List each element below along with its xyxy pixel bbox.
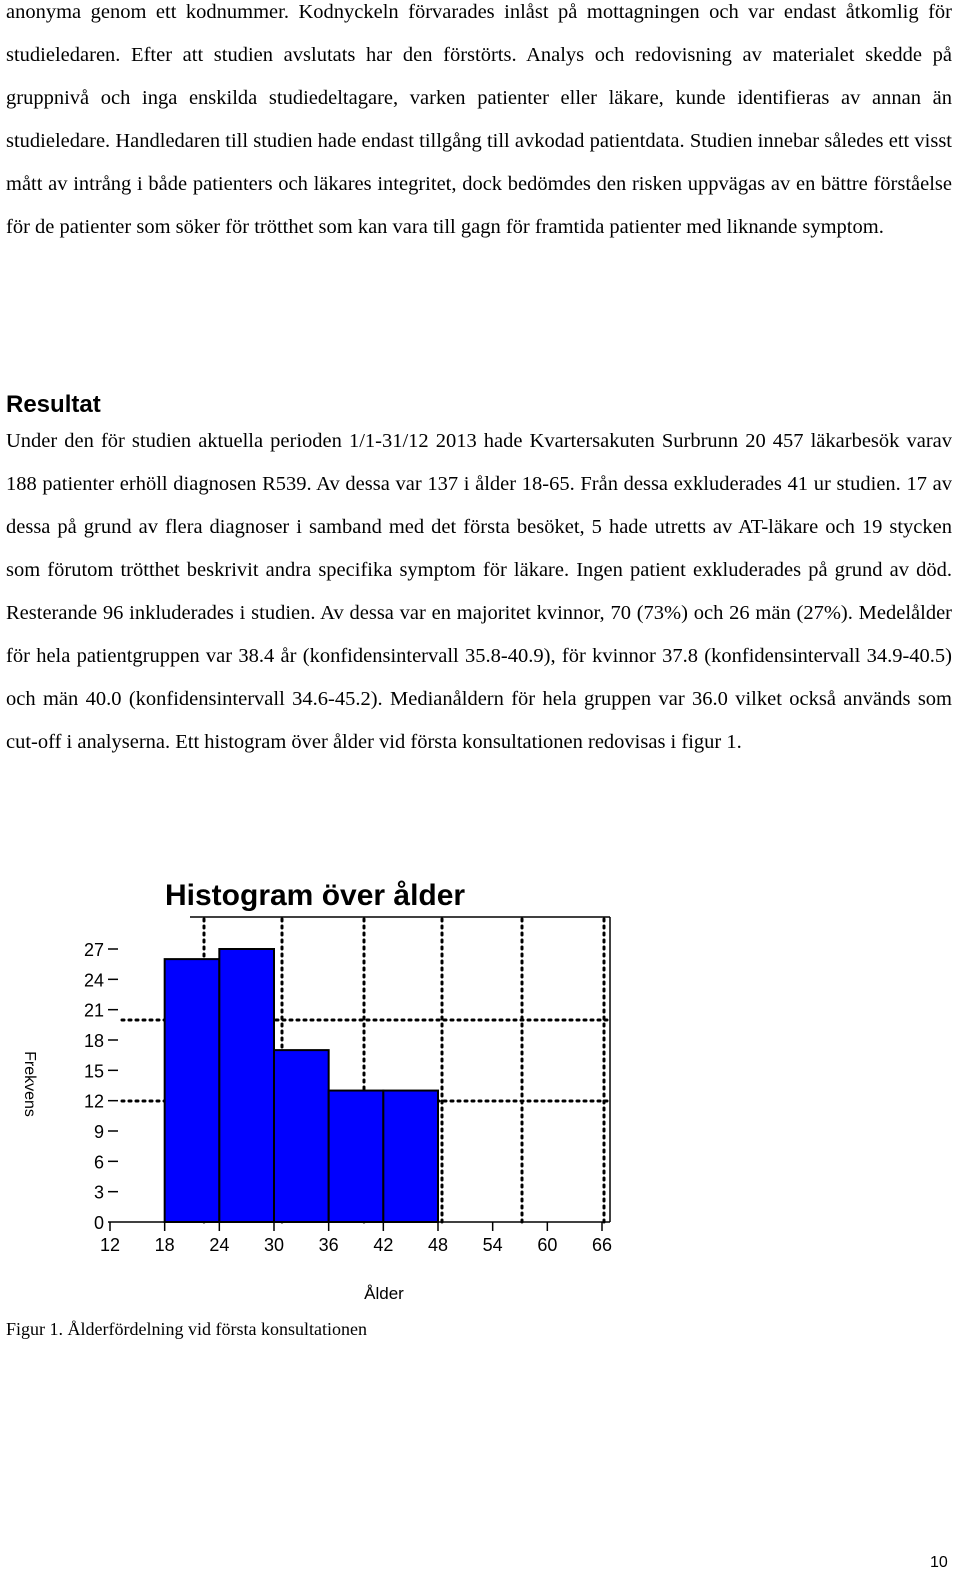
x-tick-label: 30 (263, 1235, 285, 1255)
y-tick-label: 9 (93, 1122, 104, 1142)
x-axis-ticks (100, 1222, 612, 1255)
y-tick-label: 6 (93, 1152, 104, 1173)
body-paragraph-ethics: anonyma genom ett kodnummer. Kodnyckeln förvarades inlåst på mottagningen och var endast åtkomlig för studieledaren. Efter att studien avslutats har den förstörts. Analys och redovisning av materialet skedde på gruppnivå och inga enskilda studiedeltagare, varken patienter eller läkare, kunde identifieras av annan än studieledare. Handledaren till studien hade endast tillgång till avkodad patientdata. Studien innebar således ett visst mått av intrång i både patienters och läkares integritet, dock bedömdes den risken uppvägas av en bättre förståelse för de patienter som söker för trötthet som kan vara till gagn för framtida patienter med liknande symptom. (6, 1, 952, 238)
x-tick-label: 60 (537, 1235, 558, 1255)
histogram-bar (274, 1050, 329, 1222)
x-axis-label: Ålder (364, 1284, 404, 1303)
section-heading-resultat: Resultat (6, 391, 101, 418)
histogram-figure (0, 862, 960, 1322)
y-tick-label: 0 (93, 1213, 104, 1233)
x-tick-label: 54 (482, 1235, 503, 1255)
x-tick-label: 48 (427, 1235, 449, 1255)
x-tick-label: 24 (209, 1235, 230, 1255)
chart-bars (165, 949, 438, 1222)
y-axis-ticks (84, 940, 118, 1233)
y-tick-label: 15 (83, 1061, 104, 1082)
histogram-chart (0, 862, 960, 1322)
y-tick-label: 3 (93, 1182, 104, 1203)
histogram-bar (383, 1091, 438, 1222)
y-tick-label: 24 (83, 970, 104, 991)
y-tick-label: 18 (83, 1031, 104, 1051)
y-tick-label: 21 (83, 1000, 104, 1021)
histogram-bar (165, 959, 220, 1222)
body-paragraph-results: Under den för studien aktuella perioden 1/1-31/12 2013 hade Kvartersakuten Surbrunn 20 457 läkarbesök varav 188 patienter erhöll diagnosen R539. Av dessa var 137 i ålder 18-65. Från dessa exkluderades 41 ur studien. 17 av dessa på grund av flera diagnoser i samband med det första besöket, 5 hade utretts av AT-läkare och 19 stycken som förutom trötthet beskrivit andra specifika symptom för läkare. Ingen patient exkluderades på grund av död. Resterande 96 inkluderades i studien. Av dessa var en majoritet kvinnor, 70 (73%) och 26 män (27%). Medelålder för hela patientgruppen var 38.4 år (konfidensintervall 35.8-40.9), för kvinnor 37.8 (konfidensintervall 34.9-40.5) och män 40.0 (konfidensintervall 34.6-45.2). Medianåldern för hela gruppen var 36.0 vilket också används som cut-off i analyserna. Ett histogram över ålder vid första konsultationen redovisas i figur 1. (6, 430, 952, 753)
x-tick-label: 36 (318, 1235, 339, 1255)
histogram-bar (329, 1091, 384, 1222)
y-tick-label: 27 (83, 940, 104, 960)
y-tick-label: 12 (83, 1091, 104, 1112)
chart-title: Histogram över ålder (165, 879, 466, 912)
histogram-bar (219, 949, 274, 1222)
x-tick-label: 66 (591, 1235, 613, 1255)
x-tick-label: 12 (99, 1235, 121, 1255)
figure-caption: Figur 1. Ålderfördelning vid första konsultationen (6, 1319, 367, 1339)
x-tick-label: 18 (154, 1235, 175, 1255)
x-tick-label: 42 (373, 1235, 394, 1255)
page-number: 10 (930, 1554, 948, 1571)
y-axis-label: Frekvens (21, 1051, 38, 1117)
